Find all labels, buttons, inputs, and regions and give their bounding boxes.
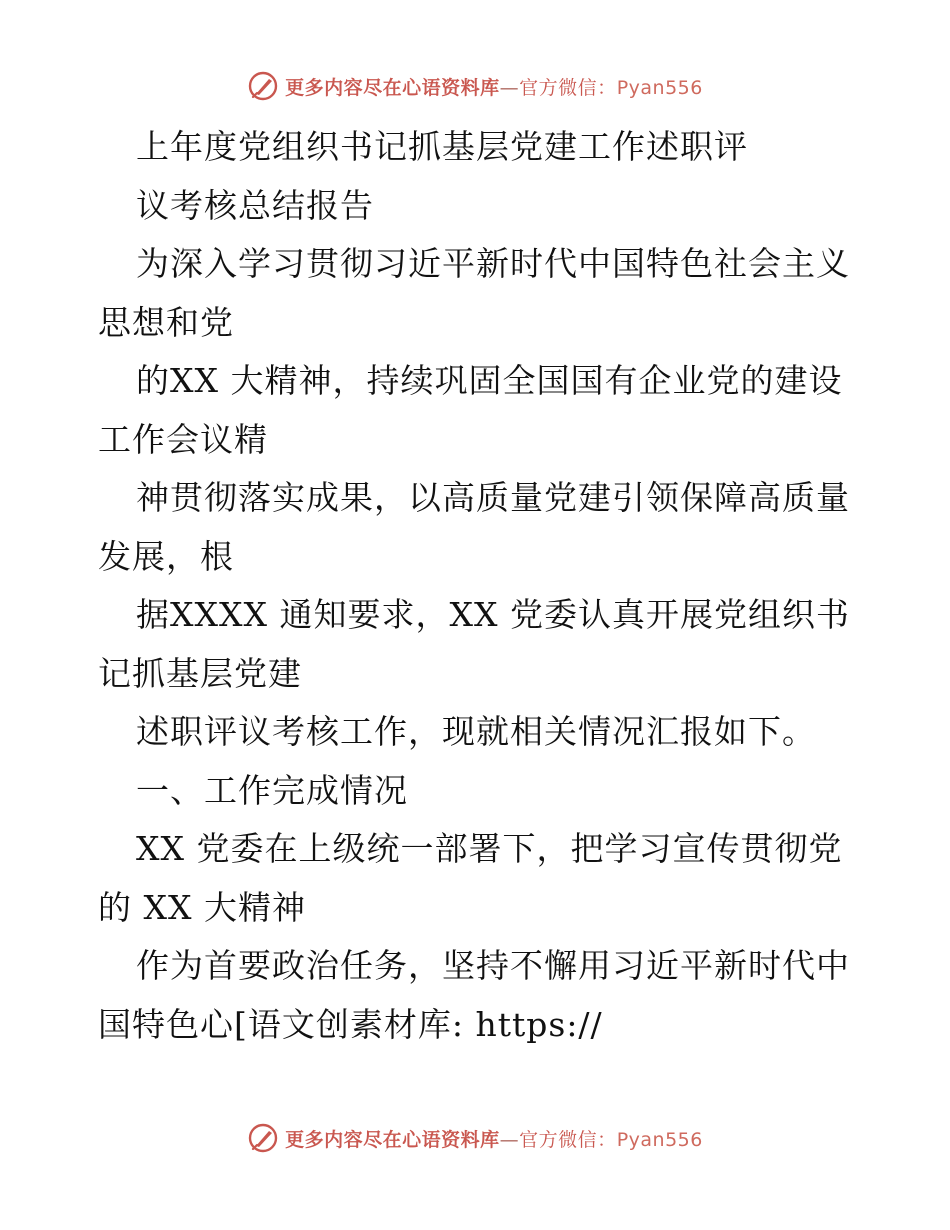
footer-watermark-brand: 更多内容尽在心语资料库 bbox=[285, 1128, 500, 1151]
document-line: 据XXXX 通知要求，XX 党委认真开展党组织书 bbox=[136, 595, 850, 634]
header-watermark-brand: 更多内容尽在心语资料库 bbox=[285, 76, 500, 99]
footer-watermark-id: Pyan556 bbox=[616, 1128, 703, 1151]
document-line: 一、工作完成情况 bbox=[136, 770, 408, 810]
document-line: 上年度党组织书记抓基层党建工作述职评 bbox=[136, 127, 748, 166]
document-line: 工作会议精 bbox=[98, 419, 268, 459]
document-line: 的XX 大精神，持续巩固全国国有企业党的建设 bbox=[136, 361, 843, 400]
footer-watermark bbox=[0, 1122, 950, 1154]
document-line: 神贯彻落实成果，以高质量党建引领保障高质量 bbox=[136, 478, 850, 517]
document-line: 为深入学习贯彻习近平新时代中国特色社会主义 bbox=[136, 244, 850, 283]
header-watermark-id: Pyan556 bbox=[616, 76, 703, 99]
footer-watermark-separator: — bbox=[499, 1128, 520, 1151]
document-line: XX 党委在上级统一部署下，把学习宣传贯彻党 bbox=[136, 829, 843, 868]
document-line: 思想和党 bbox=[98, 302, 234, 342]
document-line: 作为首要政治任务，坚持不懈用习近平新时代中 bbox=[136, 946, 850, 985]
document-line: 议考核总结报告 bbox=[136, 185, 374, 225]
quill-pen-circle-icon bbox=[247, 70, 279, 102]
document-body bbox=[98, 118, 858, 1054]
footer-watermark-label: 官方微信： bbox=[519, 1128, 617, 1151]
document-line: 发展，根 bbox=[98, 536, 234, 576]
document-line: 述职评议考核工作，现就相关情况汇报如下。 bbox=[136, 712, 816, 751]
document-line: 的 XX 大精神 bbox=[98, 887, 306, 927]
header-watermark-separator: — bbox=[499, 76, 520, 99]
header-watermark bbox=[0, 70, 950, 102]
header-watermark-text bbox=[285, 73, 703, 100]
quill-pen-circle-icon bbox=[247, 1122, 279, 1154]
footer-watermark-text bbox=[285, 1125, 703, 1152]
document-line: 国特色心[语文创素材库: https:// bbox=[98, 1004, 603, 1044]
document-line: 记抓基层党建 bbox=[98, 653, 302, 693]
header-watermark-label: 官方微信： bbox=[519, 76, 617, 99]
